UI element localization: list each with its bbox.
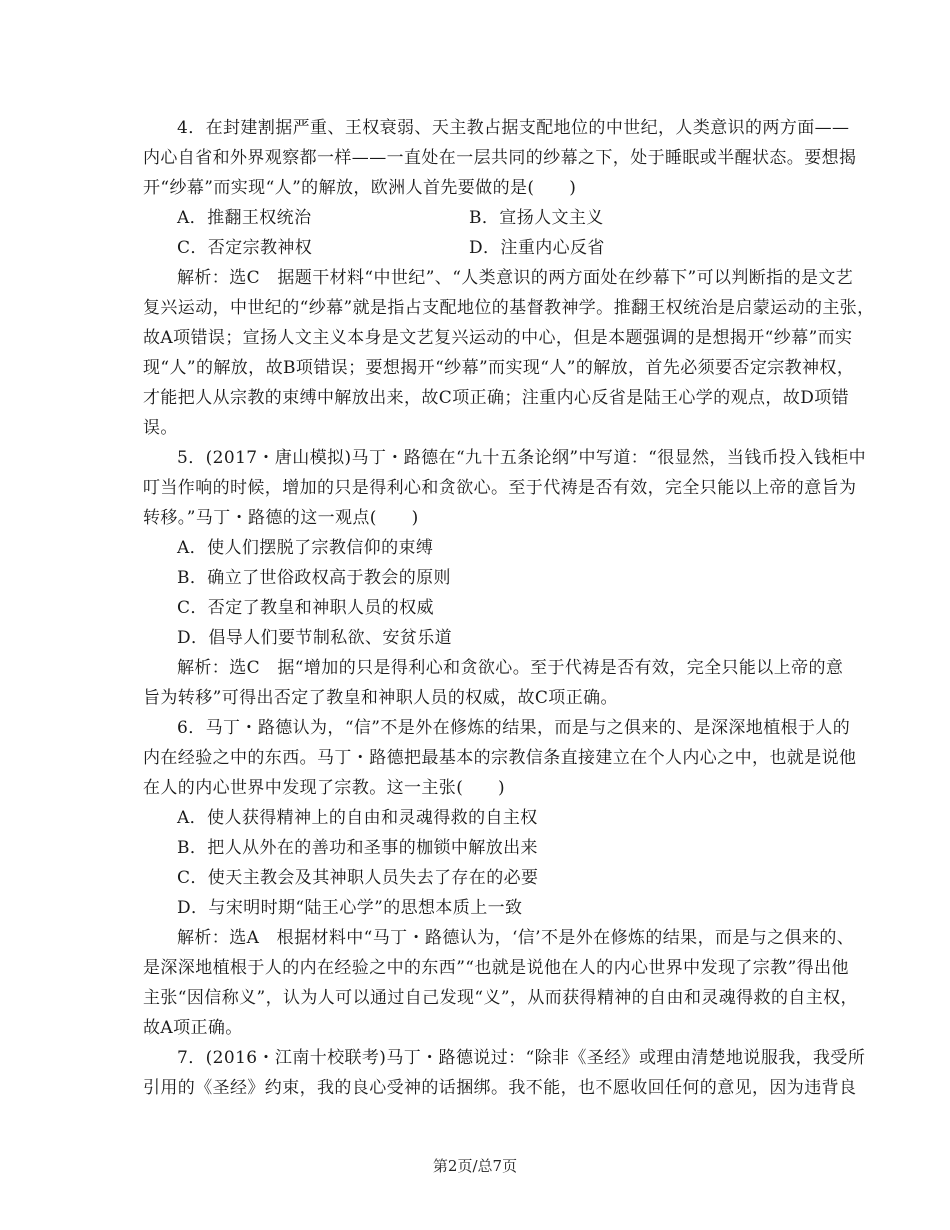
q6-analysis-line-3: 主张“因信称义”，认为人可以通过自己发现“义”，从而获得精神的自由和灵魂得救的自主权， (143, 988, 858, 1008)
q5-stem-line-2: 叮当作响的时候，增加的只是得利心和贪欲心。至于代祷是否有效，完全只能以上帝的意旨为 (143, 478, 857, 498)
q6-option-c: C．使天主教会及其神职人员失去了存在的必要 (177, 868, 539, 888)
q5-stem-line-1: 5．(2017・唐山模拟)马丁・路德在“九十五条论纲”中写道：“很显然，当钱币投入钱柜中 (177, 448, 867, 468)
q4-analysis-line-1: 解析：选C 据题干材料“中世纪”、“人类意识的两方面处在纱幕下”可以判断指的是文艺 (177, 268, 854, 288)
q4-stem-line-3: 开“纱幕”而实现“人”的解放，欧洲人首先要做的是( ) (143, 178, 577, 198)
q6-stem-line-3: 在人的内心世界中发现了宗教。这一主张( ) (143, 778, 506, 798)
q4-analysis-line-5: 才能把人从宗教的束缚中解放出来，故C项正确；注重内心反省是陆王心学的观点，故D项错 (143, 388, 850, 408)
q4-option-a: A．推翻王权统治 (177, 208, 312, 228)
page-content (143, 113, 875, 1103)
q4-analysis-line-2: 复兴运动，中世纪的“纱幕”就是指占支配地位的基督教神学。推翻王权统治是启蒙运动的主张， (143, 298, 875, 318)
q6-option-b: B．把人从外在的善功和圣事的枷锁中解放出来 (177, 838, 538, 858)
q4-analysis-line-6: 误。 (143, 418, 178, 438)
q5-option-a: A．使人们摆脱了宗教信仰的束缚 (177, 538, 434, 558)
q5-option-d: D．倡导人们要节制私欲、安贫乐道 (177, 628, 453, 648)
q6-stem-line-2: 内在经验之中的东西。马丁・路德把最基本的宗教信条直接建立在个人内心之中，也就是说他 (143, 748, 857, 768)
q5-stem-line-3: 转移。”马丁・路德的这一观点( ) (143, 508, 419, 528)
q5-option-c: C．否定了教皇和神职人员的权威 (177, 598, 435, 618)
q6-stem-line-1: 6．马丁・路德认为，“信”不是外在修炼的结果，而是与之俱来的、是深深地植根于人的 (177, 718, 851, 738)
q6-analysis-line-4: 故A项正确。 (143, 1018, 243, 1038)
q6-option-a: A．使人获得精神上的自由和灵魂得救的自主权 (177, 808, 538, 828)
q6-analysis-line-2: 是深深地植根于人的内在经验之中的东西”“也就是说他在人的内心世界中发现了宗教”得出他 (143, 958, 849, 978)
page-number-footer: 第2页/总7页 (432, 1157, 518, 1175)
q4-options-row-2 (143, 233, 813, 263)
q4-option-b: B．宣扬人文主义 (469, 208, 604, 228)
q7-stem-line-2: 引用的《圣经》约束，我的良心受神的话捆绑。我不能，也不愿收回任何的意见，因为违背良 (143, 1078, 857, 1098)
q5-analysis-line-2: 旨为转移”可得出否定了教皇和神职人员的权威，故C项正确。 (143, 688, 618, 708)
q4-analysis-line-3: 故A项错误；宣扬人文主义本身是文艺复兴运动的中心，但是本题强调的是想揭开“纱幕”而实 (143, 328, 853, 348)
q4-option-c: C．否定宗教神权 (177, 238, 313, 258)
q6-analysis-line-1: 解析：选A 根据材料中“马丁・路德认为，‘信’不是外在修炼的结果，而是与之俱来的、 (177, 928, 855, 948)
q4-stem-line-2: 内心自省和外界观察都一样——一直处在一层共同的纱幕之下，处于睡眠或半醒状态。要想揭 (143, 148, 857, 168)
q4-option-d: D．注重内心反省 (469, 238, 605, 258)
q4-analysis-line-4: 现“人”的解放，故B项错误；要想揭开“纱幕”而实现“人”的解放，首先必须要否定宗教神权， (143, 358, 855, 378)
q5-analysis-line-1: 解析：选C 据“增加的只是得利心和贪欲心。至于代祷是否有效，完全只能以上帝的意 (177, 658, 844, 678)
q4-stem-line-1: 4．在封建割据严重、王权衰弱、天主教占据支配地位的中世纪，人类意识的两方面—— (177, 118, 850, 138)
q5-option-b: B．确立了世俗政权高于教会的原则 (177, 568, 451, 588)
q4-options-row-1 (143, 203, 813, 233)
q6-option-d: D．与宋明时期“陆王心学”的思想本质上一致 (177, 898, 523, 918)
q7-stem-line-1: 7．(2016・江南十校联考)马丁・路德说过：“除非《圣经》或理由清楚地说服我，我受所 (177, 1048, 866, 1068)
